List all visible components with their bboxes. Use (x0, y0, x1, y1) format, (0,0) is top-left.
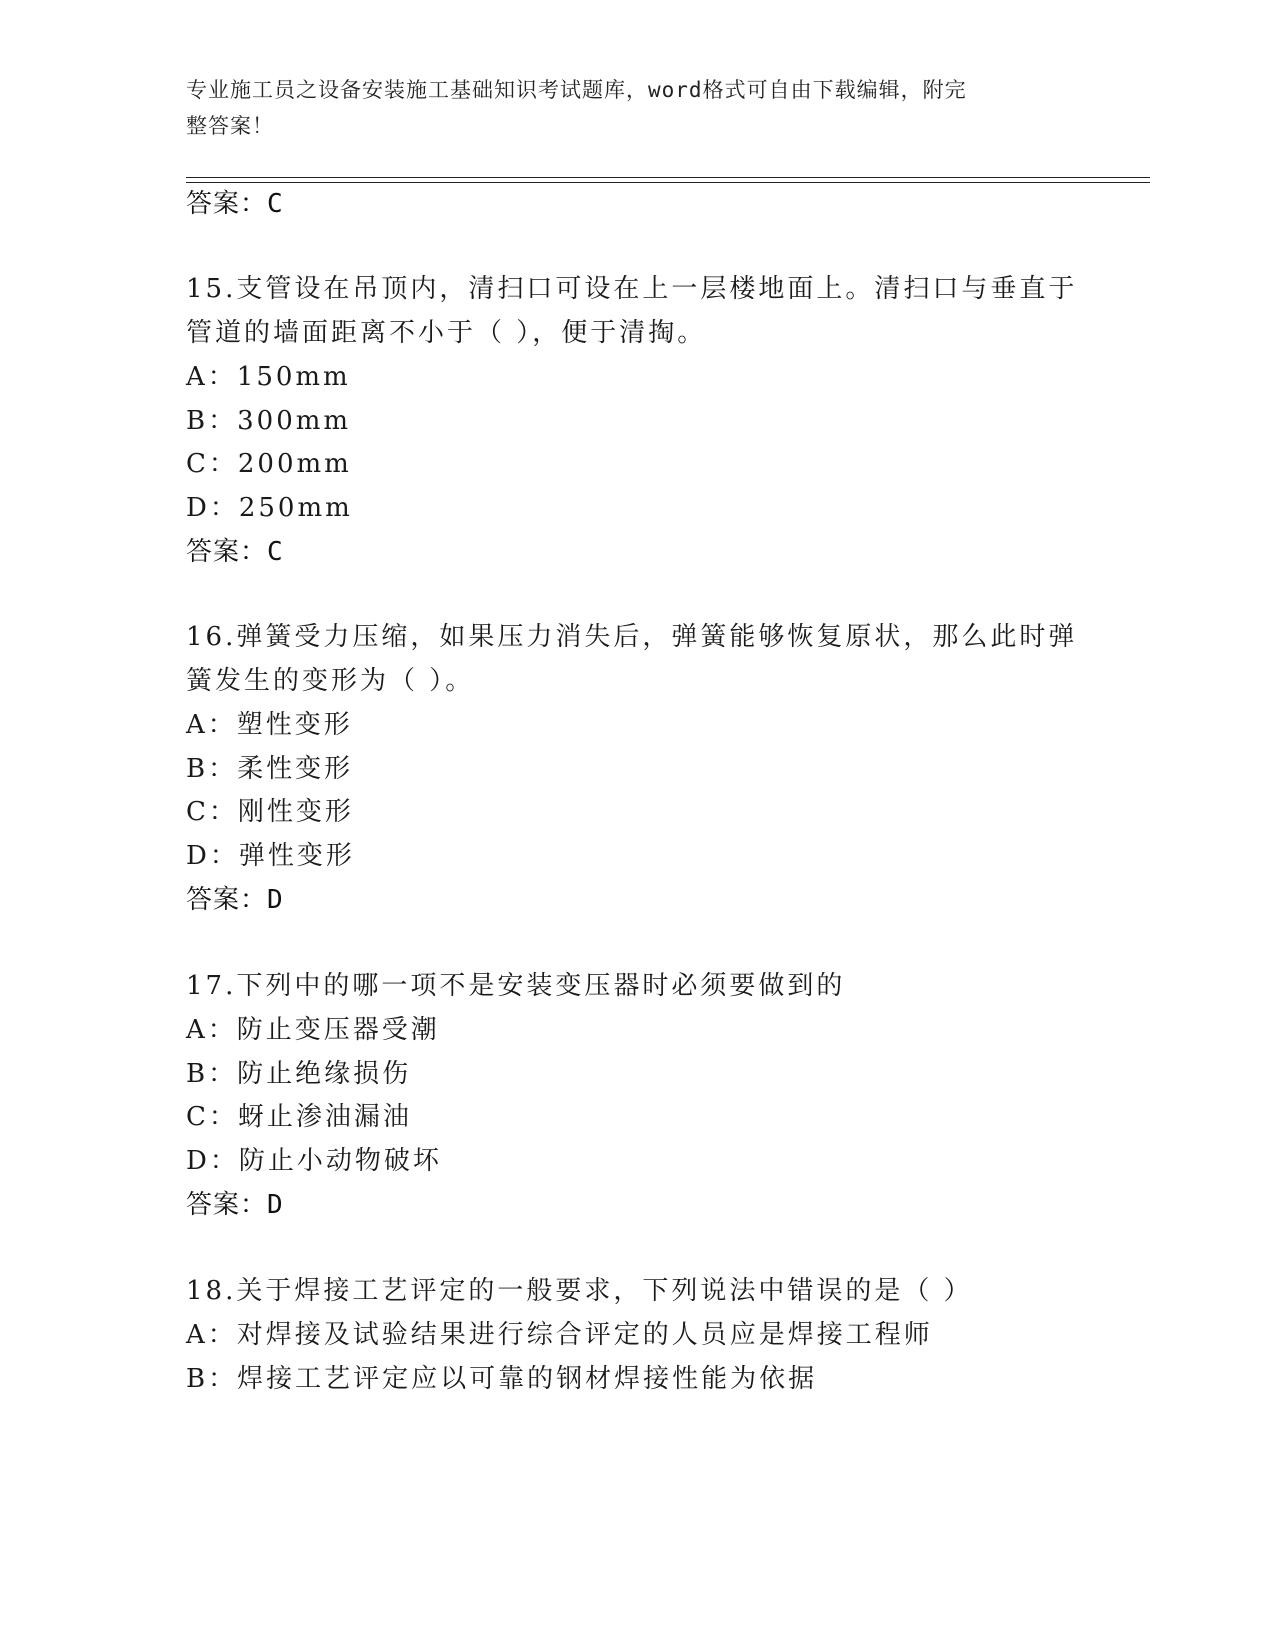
answer-value: C (267, 537, 284, 567)
question-16-stem-line-1: 16.弹簧受力压缩，如果压力消失后，弹簧能够恢复原状，那么此时弹 (186, 622, 1078, 652)
question-16-option-c: C：刚性变形 (186, 797, 354, 827)
answer-line-17 (186, 1188, 284, 1222)
answer-value: D (267, 885, 284, 915)
question-17-option-b: B：防止绝缘损伤 (186, 1059, 412, 1089)
question-17-option-d: D：防止小动物破坏 (186, 1146, 442, 1176)
question-18-stem-line-1: 18.关于焊接工艺评定的一般要求，下列说法中错误的是（ ） (186, 1276, 973, 1306)
question-16-option-b: B：柔性变形 (186, 754, 354, 784)
question-16-stem-line-2: 簧发生的变形为（ ）。 (186, 666, 475, 696)
question-18-option-b: B：焊接工艺评定应以可靠的钢材焊接性能为依据 (186, 1364, 818, 1394)
header-divider-bottom (186, 182, 1150, 183)
answer-value: D (267, 1190, 284, 1220)
question-15-stem-line-2: 管道的墙面距离不小于（ ），便于清掏。 (186, 318, 707, 348)
question-15-stem-line-1: 15.支管设在吊顶内，清扫口可设在上一层楼地面上。清扫口与垂直于 (186, 274, 1078, 304)
answer-value: C (267, 189, 284, 219)
header-divider-top (186, 177, 1150, 178)
question-15-option-a: A：150mm (186, 362, 351, 392)
header-title-line-1: 专业施工员之设备安装施工基础知识考试题库，word格式可自由下载编辑，附完 (186, 78, 967, 102)
answer-label: 答案： (186, 537, 268, 567)
question-15-option-c: C：200mm (186, 449, 352, 479)
answer-label: 答案： (186, 189, 268, 219)
question-15-option-d: D：250mm (186, 493, 353, 523)
answer-line-15 (186, 535, 284, 569)
document-header (186, 72, 1066, 144)
question-17-stem-line-1: 17.下列中的哪一项不是安装变压器时必须要做到的 (186, 971, 846, 1001)
question-16-option-a: A：塑性变形 (186, 710, 353, 740)
answer-label: 答案： (186, 1190, 268, 1220)
question-17-option-a: A：防止变压器受潮 (186, 1015, 440, 1045)
header-title-line-2: 整答案！ (186, 114, 274, 138)
question-17-option-c: C：蚜止渗油漏油 (186, 1102, 412, 1132)
answer-line-16 (186, 883, 284, 917)
question-15-option-b: B：300mm (186, 406, 352, 436)
answer-line-14 (186, 187, 284, 221)
answer-label: 答案： (186, 885, 268, 915)
question-16-option-d: D：弹性变形 (186, 841, 355, 871)
question-18-option-a: A：对焊接及试验结果进行综合评定的人员应是焊接工程师 (186, 1320, 933, 1350)
